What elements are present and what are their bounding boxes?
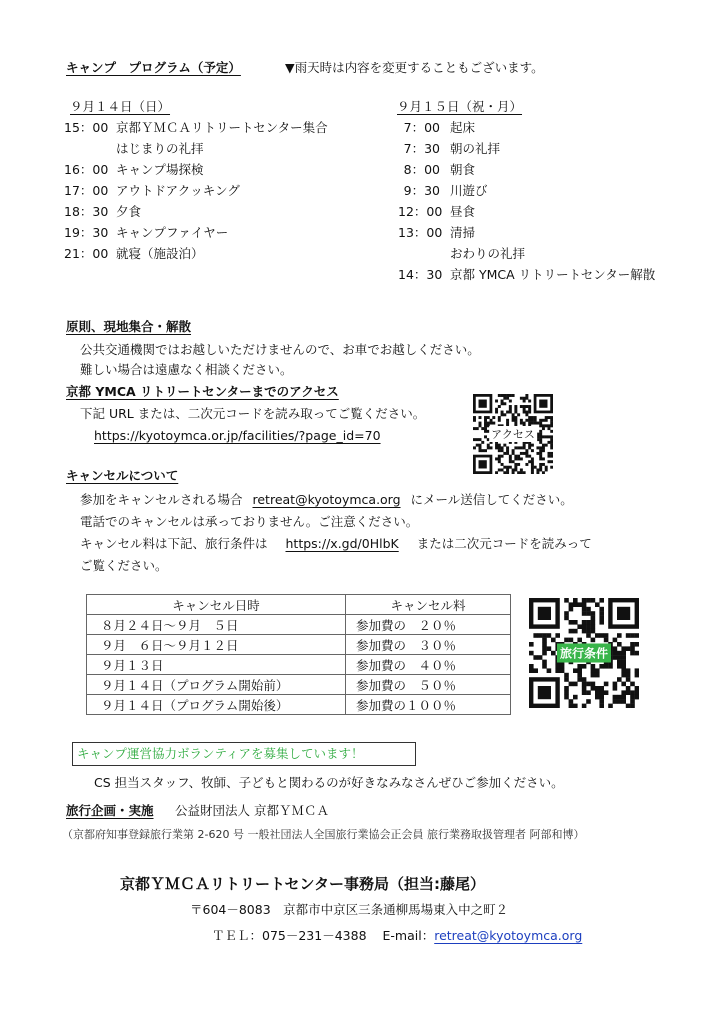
schedule-activity: 朝食 (450, 162, 476, 177)
schedule-time: 12：00 (398, 204, 443, 219)
rain-note: ▼雨天時は内容を変更することもございます。 (285, 60, 544, 75)
schedule-item (64, 244, 204, 262)
organizer-registration: （京都府知事登録旅行業第 2-620 号 一般社団法人全国旅行業協会正会員 旅行業務取扱管理者 阿部和博） (62, 828, 585, 841)
schedule-time: 9：30 (403, 183, 440, 198)
cancel-line4: ご覧ください。 (80, 558, 168, 573)
office-tel: ＴＥＬ：075－231－4388 (212, 928, 367, 943)
table-row (87, 615, 511, 635)
schedule-activity: はじまりの礼拝 (116, 141, 204, 156)
schedule-activity: 朝の礼拝 (450, 141, 501, 156)
schedule-time: 19：30 (64, 225, 109, 240)
schedule-item (64, 139, 204, 157)
cancel-title: キャンセルについて (66, 468, 179, 483)
principle-title: 原則、現地集合・解散 (66, 319, 192, 334)
schedule-time: 7：30 (403, 141, 440, 156)
table-row (87, 655, 511, 675)
schedule-activity: キャンプ場探検 (116, 162, 204, 177)
cancel-date-cell: ９月 ６日～９月１２日 (87, 635, 346, 655)
day2-title: ９月１５日（祝・月） (397, 99, 523, 114)
schedule-activity: 昼食 (450, 204, 476, 219)
schedule-item (398, 223, 475, 241)
access-title: 京都 YMCA リトリートセンターまでのアクセス (66, 384, 339, 399)
organizer-label: 旅行企画・実施 (66, 803, 154, 818)
schedule-item (64, 223, 228, 241)
cancel-fee-cell: 参加費の１００％ (346, 695, 511, 715)
schedule-time: 13：00 (398, 225, 443, 240)
schedule-activity: 川遊び (450, 183, 488, 198)
schedule-item (398, 244, 525, 262)
schedule-time: 16：00 (64, 162, 109, 177)
cancel-fee-table (86, 594, 511, 715)
cancel-line3-text: キャンセル料は下記、旅行条件は (80, 536, 268, 551)
office-email-link[interactable]: retreat@kyotoymca.org (434, 928, 583, 943)
schedule-item (398, 139, 500, 157)
day1-title: ９月１４日（日） (70, 99, 171, 114)
schedule-activity: おわりの礼拝 (450, 246, 526, 261)
schedule-activity: キャンプファイヤー (116, 225, 229, 240)
table-header-row (87, 595, 511, 615)
schedule-time: 21：00 (64, 246, 109, 261)
schedule-item (64, 118, 328, 136)
schedule-time: 15：00 (64, 120, 109, 135)
program-title: キャンプ プログラム（予定） (66, 60, 241, 75)
schedule-item (64, 160, 204, 178)
table-row (87, 695, 511, 715)
cancel-line3-tail: または二次元コードを読みって (416, 536, 592, 551)
cancel-line1-text: 参加をキャンセルされる場合 (80, 492, 243, 507)
schedule-activity: 夕食 (116, 204, 142, 219)
cancel-line1 (80, 490, 573, 508)
principle-line1: 公共交通機関ではお越しいただけませんので、お車でお越しください。 (80, 342, 480, 357)
table-row (87, 635, 511, 655)
access-qr-label: アクセス (491, 428, 535, 441)
schedule-activity: 清掃 (450, 225, 476, 240)
schedule-item (398, 160, 475, 178)
principle-line2: 難しい場合は遠慮なく相談ください。 (80, 362, 293, 377)
cancel-fee-cell: 参加費の ３０％ (346, 635, 511, 655)
schedule-item (398, 181, 488, 199)
table-header-fee: キャンセル料 (346, 595, 511, 615)
cancel-fee-cell: 参加費の ２０％ (346, 615, 511, 635)
cancel-fee-cell: 参加費の ５０％ (346, 675, 511, 695)
schedule-time: 7：00 (403, 120, 440, 135)
travel-terms-qr-label: 旅行条件 (557, 644, 611, 663)
travel-terms-qr-code[interactable] (529, 598, 639, 708)
schedule-activity: 京都 YMCA リトリートセンター解散 (450, 267, 656, 282)
schedule-item (64, 202, 141, 220)
organizer-name: 公益財団法人 京都ＹＭＣＡ (175, 803, 329, 818)
volunteer-line: CS 担当スタッフ、牧師、子どもと関わるのが好きなみなさんぜひご参加ください。 (94, 775, 564, 790)
access-qr-code[interactable] (473, 394, 553, 474)
cancel-date-cell: ９月１３日 (87, 655, 346, 675)
office-title: 京都ＹＭＣＡリトリートセンター事務局（担当:藤尾） (120, 875, 485, 893)
office-address: 〒604－8083 京都市中京区三条通柳馬場東入中之町２ (190, 902, 509, 917)
volunteer-banner: キャンプ運営協力ボランティアを募集しています！ (72, 742, 416, 766)
access-line1: 下記 URL または、二次元コードを読み取ってご覧ください。 (80, 406, 426, 421)
schedule-item (64, 181, 240, 199)
schedule-time: 17：00 (64, 183, 109, 198)
cancel-date-cell: ８月２４日～９月 ５日 (87, 615, 346, 635)
office-contact (212, 926, 582, 944)
cancel-date-cell: ９月１４日（プログラム開始後） (87, 695, 346, 715)
travel-terms-link[interactable]: https://x.gd/0HlbK (285, 536, 399, 551)
schedule-time: 8：00 (403, 162, 440, 177)
cancel-line1-tail: にメール送信してください。 (410, 492, 573, 507)
cancel-line2: 電話でのキャンセルは承っておりません。ご注意ください。 (80, 514, 419, 529)
cancel-line3 (80, 534, 592, 552)
schedule-activity: アウトドアクッキング (116, 183, 240, 198)
schedule-time: 14：30 (398, 267, 443, 282)
table-header-date: キャンセル日時 (87, 595, 346, 615)
schedule-item (398, 202, 475, 220)
office-email-label: E-mail： (382, 928, 435, 943)
schedule-time: 18：30 (64, 204, 109, 219)
schedule-item (398, 265, 655, 283)
cancel-email-link[interactable]: retreat@kyotoymca.org (252, 492, 401, 507)
schedule-item (398, 118, 475, 136)
access-url-link[interactable]: https://kyotoymca.or.jp/facilities/?page_id=70 (94, 428, 381, 443)
cancel-date-cell: ９月１４日（プログラム開始前） (87, 675, 346, 695)
schedule-activity: 就寝（施設泊） (116, 246, 204, 261)
cancel-fee-cell: 参加費の ４０％ (346, 655, 511, 675)
schedule-activity: 京都ＹＭＣＡリトリートセンター集合 (116, 120, 328, 135)
table-row (87, 675, 511, 695)
schedule-activity: 起床 (450, 120, 476, 135)
